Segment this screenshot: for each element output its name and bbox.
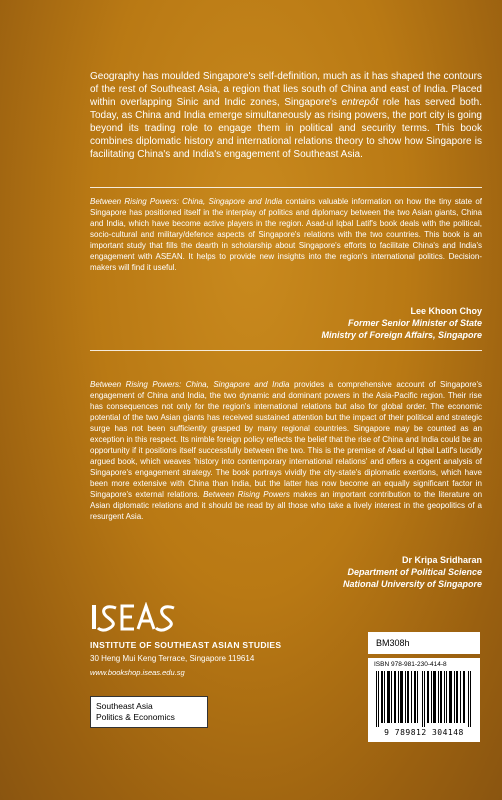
barcode-box <box>368 658 480 742</box>
series-label <box>90 696 208 728</box>
review-1-signature <box>321 305 482 341</box>
series-line-2: Politics & Economics <box>96 712 175 722</box>
series-line-1: Southeast Asia <box>96 701 153 711</box>
divider-middle <box>90 350 482 351</box>
review-1-role: Former Senior Minister of State <box>347 318 482 328</box>
review-1-book-title: Between Rising Powers: China, Singapore and India <box>90 197 283 206</box>
publisher-name: INSTITUTE OF SOUTHEAST ASIAN STUDIES <box>90 640 282 650</box>
review-1-affiliation: Ministry of Foreign Affairs, Singapore <box>321 330 482 340</box>
review-2-text <box>90 379 482 522</box>
barcode-digits: 9 789812 304148 <box>384 728 464 737</box>
review-2-book-title: Between Rising Powers: China, Singapore and India <box>90 380 290 389</box>
product-code: BM308h <box>376 638 410 648</box>
review-2-author: Dr Kripa Sridharan <box>401 555 482 565</box>
review-2-book-title-short: Between Rising Powers <box>203 490 290 499</box>
synopsis-paragraph <box>90 70 482 161</box>
synopsis-italic-term: entrepôt <box>341 97 379 108</box>
review-1-text <box>90 196 482 273</box>
barcode-icon <box>376 671 472 727</box>
synopsis-text-2: role has served both. Today, as China and India emerge simultaneously as rising powers, the port city is going beyond its trading role to engage them in political and security terms. This book combines diplomatic history and international relations theory to show how Singapore is facilitating China's and India's engagement of Southeast Asia. <box>90 97 482 160</box>
divider-top <box>90 187 482 188</box>
review-1-body: contains valuable information on how the tiny state of Singapore has positioned itself in the interplay of politics and diplomacy between the two Asian giants, China and India, which have become active players in the region. Asad-ul Iqbal Latif's book deals with the political, socio-cultural and military/defence aspects of Singapore's relations with the two countries. This book is an important study that fills the dearth in scholarship about Singapore's efforts to facilitate China's and India's engagement with ASEAN. It helps to provide new insights into the region's international politics. Decision-makers will find it useful. <box>90 197 482 272</box>
iseas-logo <box>90 602 200 632</box>
review-2-role: Department of Political Science <box>347 567 482 577</box>
isbn-text: ISBN 978-981-230-414-8 <box>374 661 447 668</box>
review-2-affiliation: National University of Singapore <box>342 579 482 589</box>
review-2-body-end: makes an important contribution to the literature on Asian diplomatic relations and it should be read by all those who take a lively interest in the geopolitics of a resurgent Asia. <box>90 490 483 521</box>
review-2-signature <box>343 554 482 590</box>
publisher-website[interactable]: www.bookshop.iseas.edu.sg <box>90 668 185 677</box>
product-code-box <box>368 632 480 654</box>
review-2-body: provides a comprehensive account of Singapore's engagement of China and India, the two dynamic and dominant powers in the Asia-Pacific region. Their rise has consequences not only for the region's international relations but also for global order. The economic potential of the two Asian giants has received sustained attention but the impact of their political and strategic surge has not been sufficiently grasped by many regional countries. Singapore may be counted as an exception in this respect. Its nimble foreign policy reflects the belief that the rise of China and India could be an opportunity if it positions itself successfully between the two. This is the premise of Asad-ul Iqbal Latif's lucidly argued book, which weaves 'history into contemporary international relations' and offers a cogent analysis of Singapore's engagement strategy. The book portrays vividly the city-state's diplomatic exertions, which have been more extensive with China than India, but the latter has now become an equally significant factor in Singapore's external relations. <box>90 380 483 499</box>
synopsis-text-1: Geography has moulded Singapore's self-definition, much as it has shaped the contours of the rest of Southeast Asia, a region that lies south of China and east of India. Placed within overlapping Sinic and Indic zones, Singapore's <box>90 71 482 108</box>
review-1-author: Lee Khoon Choy <box>410 306 482 316</box>
publisher-address: 30 Heng Mui Keng Terrace, Singapore 119614 <box>90 654 255 663</box>
